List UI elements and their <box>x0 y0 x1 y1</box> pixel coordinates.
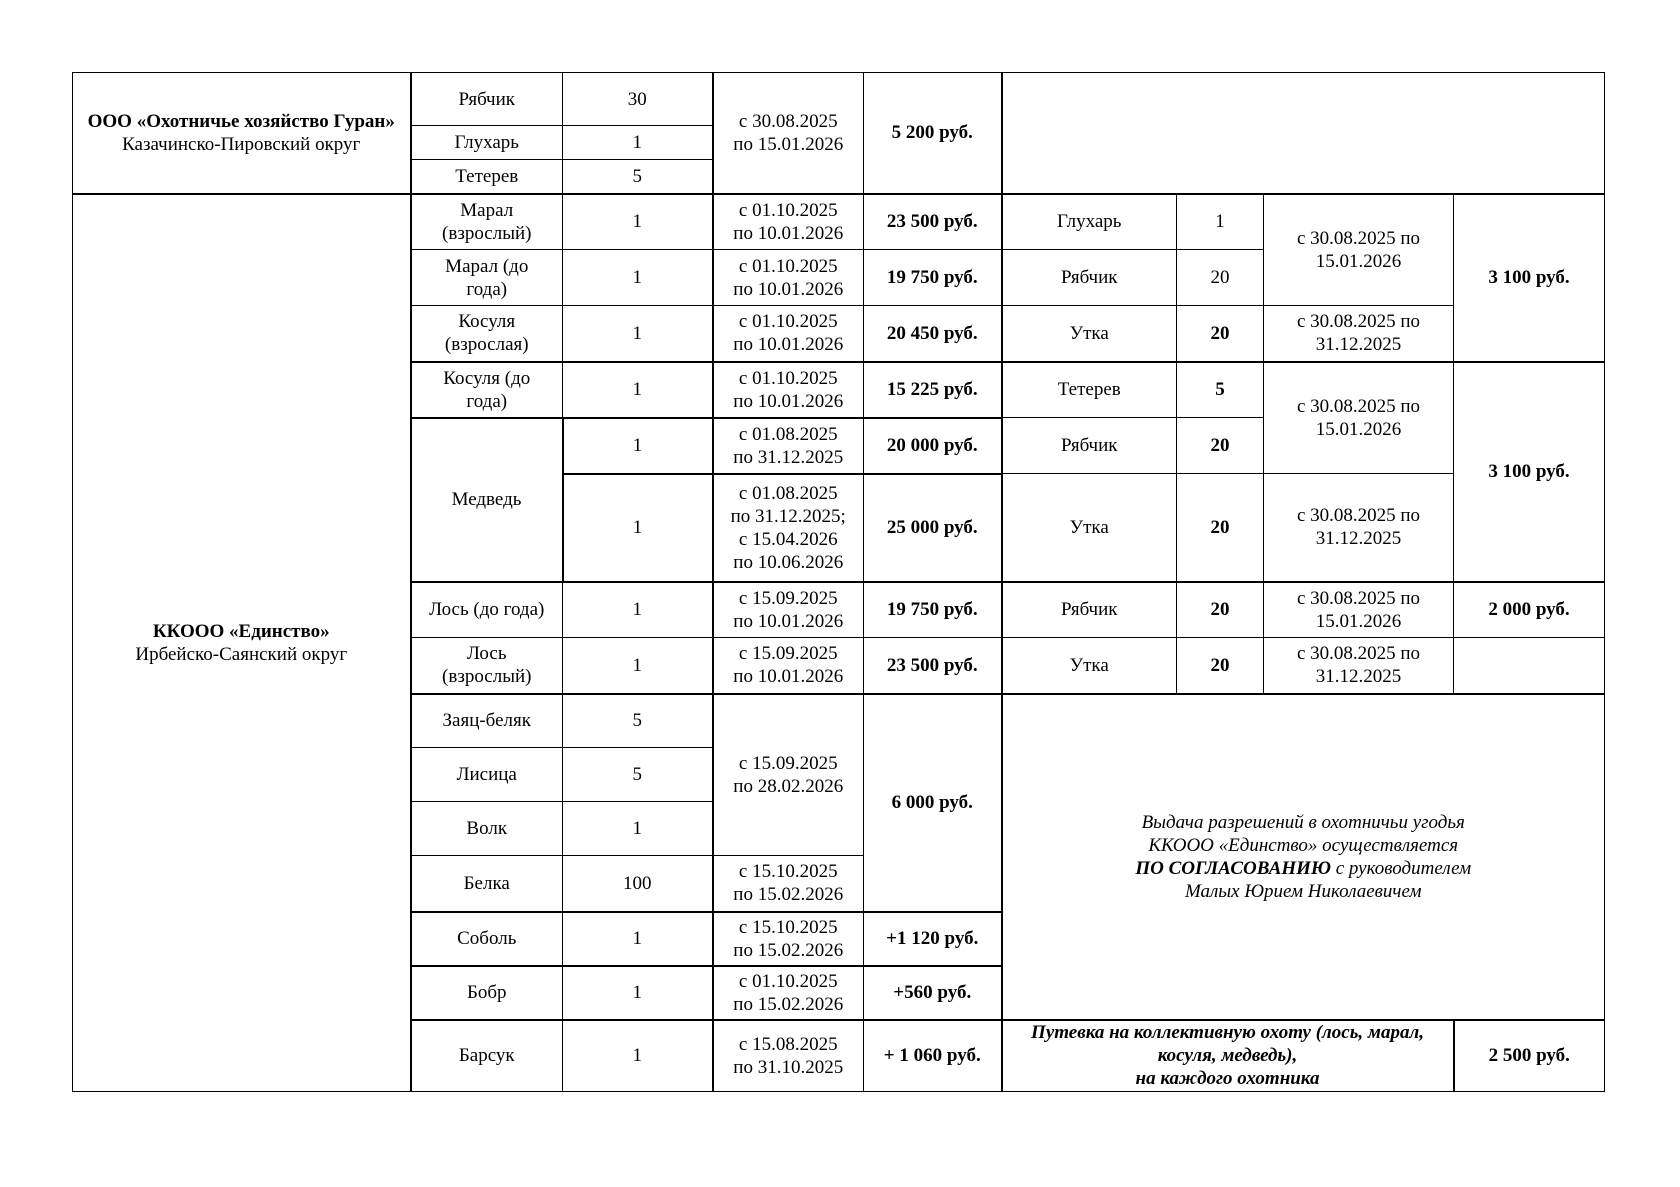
period-cell: с 01.10.2025 по 10.01.2026 <box>713 362 864 418</box>
species-cell: Тетерев <box>411 160 563 194</box>
price-cell: + 1 060 руб. <box>864 1020 1002 1092</box>
bird-quota-cell: 20 <box>1177 418 1264 474</box>
quota-cell: 1 <box>563 638 713 694</box>
empty-price-cell <box>1454 638 1605 694</box>
period-cell: с 01.10.2025 по 10.01.2026 <box>713 194 864 250</box>
period-cell: с 15.10.2025 по 15.02.2026 <box>713 912 864 966</box>
price-cell: +560 руб. <box>864 966 1002 1020</box>
period-cell: с 15.09.2025 по 28.02.2026 <box>713 694 864 856</box>
price-cell: 20 450 руб. <box>864 306 1002 362</box>
species-cell: Рябчик <box>411 73 563 126</box>
species-cell: Глухарь <box>411 126 563 160</box>
approval-notice: Выдача разрешений в охотничьи угодья ККООО «Единство» осуществляется ПО СОГЛАСОВАНИЮ с руководителем Малых Юрием Николаевичем <box>1002 694 1605 1020</box>
species-cell: Соболь <box>411 912 563 966</box>
species-cell: Заяц-беляк <box>411 694 563 748</box>
collective-price-cell: 2 500 руб. <box>1454 1020 1605 1092</box>
bird-species-cell: Утка <box>1002 638 1177 694</box>
species-cell: Белка <box>411 856 563 912</box>
price-cell: 19 750 руб. <box>864 582 1002 638</box>
quota-cell: 1 <box>563 250 713 306</box>
quota-cell: 30 <box>563 73 713 126</box>
price-cell: 15 225 руб. <box>864 362 1002 418</box>
price-cell: 6 000 руб. <box>864 694 1002 912</box>
period-cell: с 30.08.2025 по 15.01.2026 <box>713 73 864 194</box>
notice-emphasis: ПО СОГЛАСОВАНИЮ <box>1135 857 1331 879</box>
hunting-permits-table <box>72 72 1605 1092</box>
bird-quota-cell: 5 <box>1177 362 1264 418</box>
bird-period-cell: с 30.08.2025 по 15.01.2026 <box>1264 362 1454 474</box>
quota-cell: 1 <box>563 362 713 418</box>
org1-district: Казачинско-Пировский округ <box>122 133 361 155</box>
empty-cell <box>1002 73 1605 194</box>
quota-cell: 1 <box>563 126 713 160</box>
species-cell: Косуля (взрослая) <box>411 306 563 362</box>
bird-price-cell: 3 100 руб. <box>1454 194 1605 362</box>
bird-quota-cell: 1 <box>1177 194 1264 250</box>
quota-cell: 1 <box>563 802 713 856</box>
period-cell: с 15.08.2025 по 31.10.2025 <box>713 1020 864 1092</box>
species-cell: Медведь <box>411 418 563 582</box>
quota-cell: 1 <box>563 418 713 474</box>
org2-name: ККООО «Единство» <box>152 620 330 642</box>
price-cell: 25 000 руб. <box>864 474 1002 582</box>
price-cell: 19 750 руб. <box>864 250 1002 306</box>
price-cell: 5 200 руб. <box>864 73 1002 194</box>
bird-species-cell: Рябчик <box>1002 250 1177 306</box>
price-cell: 23 500 руб. <box>864 638 1002 694</box>
period-cell: с 01.10.2025 по 10.01.2026 <box>713 306 864 362</box>
price-cell: 20 000 руб. <box>864 418 1002 474</box>
bird-quota-cell: 20 <box>1177 306 1264 362</box>
bird-price-cell: 2 000 руб. <box>1454 582 1605 638</box>
period-cell: с 15.09.2025 по 10.01.2026 <box>713 638 864 694</box>
quota-cell: 1 <box>563 474 713 582</box>
period-cell: с 01.08.2025 по 31.12.2025 <box>713 418 864 474</box>
quota-cell: 100 <box>563 856 713 912</box>
bird-species-cell: Утка <box>1002 474 1177 582</box>
bird-species-cell: Тетерев <box>1002 362 1177 418</box>
collective-hunt-cell: Путевка на коллективную охоту (лось, марал, косуля, медведь), на каждого охотника <box>1002 1020 1454 1092</box>
quota-cell: 5 <box>563 748 713 802</box>
bird-species-cell: Рябчик <box>1002 582 1177 638</box>
org2-owner-cell <box>73 194 411 1092</box>
bird-period-cell: с 30.08.2025 по 31.12.2025 <box>1264 474 1454 582</box>
quota-cell: 5 <box>563 694 713 748</box>
org1-name: ООО «Охотничье хозяйство Гуран» <box>87 110 395 132</box>
quota-cell: 1 <box>563 582 713 638</box>
period-cell: с 01.10.2025 по 15.02.2026 <box>713 966 864 1020</box>
bird-species-cell: Рябчик <box>1002 418 1177 474</box>
species-cell: Волк <box>411 802 563 856</box>
species-cell: Бобр <box>411 966 563 1020</box>
species-cell: Косуля (до года) <box>411 362 563 418</box>
species-cell: Марал (до года) <box>411 250 563 306</box>
bird-price-cell: 3 100 руб. <box>1454 362 1605 582</box>
bird-quota-cell: 20 <box>1177 474 1264 582</box>
species-cell: Барсук <box>411 1020 563 1092</box>
quota-cell: 1 <box>563 966 713 1020</box>
period-cell: с 15.10.2025 по 15.02.2026 <box>713 856 864 912</box>
quota-cell: 5 <box>563 160 713 194</box>
quota-cell: 1 <box>563 1020 713 1092</box>
species-cell: Лось (взрослый) <box>411 638 563 694</box>
bird-period-cell: с 30.08.2025 по 31.12.2025 <box>1264 638 1454 694</box>
quota-cell: 1 <box>563 194 713 250</box>
quota-cell: 1 <box>563 912 713 966</box>
quota-cell: 1 <box>563 306 713 362</box>
bird-period-cell: с 30.08.2025 по 31.12.2025 <box>1264 306 1454 362</box>
species-cell: Лисица <box>411 748 563 802</box>
species-cell: Марал (взрослый) <box>411 194 563 250</box>
bird-quota-cell: 20 <box>1177 638 1264 694</box>
bird-species-cell: Глухарь <box>1002 194 1177 250</box>
period-cell: с 01.08.2025 по 31.12.2025; с 15.04.2026 по 10.06.2026 <box>713 474 864 582</box>
bird-species-cell: Утка <box>1002 306 1177 362</box>
price-cell: 23 500 руб. <box>864 194 1002 250</box>
bird-quota-cell: 20 <box>1177 250 1264 306</box>
price-cell: +1 120 руб. <box>864 912 1002 966</box>
bird-period-cell: с 30.08.2025 по 15.01.2026 <box>1264 194 1454 306</box>
period-cell: с 01.10.2025 по 10.01.2026 <box>713 250 864 306</box>
org1-owner-cell <box>73 73 411 194</box>
bird-period-cell: с 30.08.2025 по 15.01.2026 <box>1264 582 1454 638</box>
bird-quota-cell: 20 <box>1177 582 1264 638</box>
species-cell: Лось (до года) <box>411 582 563 638</box>
period-cell: с 15.09.2025 по 10.01.2026 <box>713 582 864 638</box>
org2-district: Ирбейско-Саянский округ <box>135 643 348 665</box>
